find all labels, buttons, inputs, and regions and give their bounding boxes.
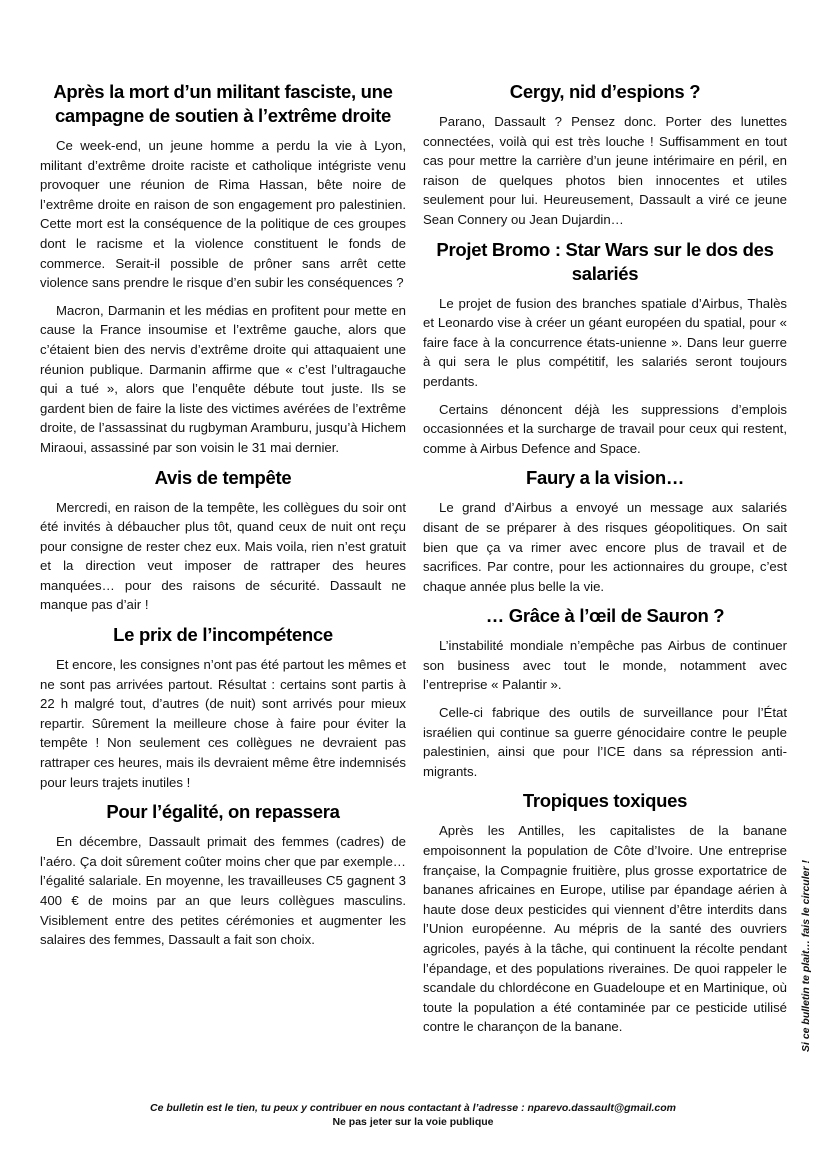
article-title: Faury a la vision… xyxy=(525,467,685,489)
article-title: Le prix de l’incompétence xyxy=(113,624,333,646)
article-title: … Grâce à l’œil de Sauron ? xyxy=(485,605,725,627)
article-title: Pour l’égalité, on repassera xyxy=(106,801,340,823)
article-paragraph: Certains dénoncent déjà les suppressions d’emplois occasionnées et la surcharge de travail pour ceux qui restent, comme à Airbus Defence and Space. xyxy=(423,401,787,456)
article-paragraph: L’instabilité mondiale n’empêche pas Airbus de continuer son business avec tout le monde, notamment avec l’entreprise « Palantir ». xyxy=(423,638,787,693)
article-cergy xyxy=(423,80,787,230)
article-title: Après la mort d’un militant fasciste, une campagne de soutien à l’extrême droite xyxy=(53,81,393,126)
article-paragraph: Après les Antilles, les capitalistes de la banane empoisonnent la population de Côte d’Ivoire. Une entreprise française, la Compagnie fruitière, plus grosse exportatrice de bananes africaines en Europe, utilise par épandage aérien à haute dose deux pesticides qui viennent d’être interdits dans l’Union européenne. Au mépris de la santé des ouvriers agricoles, payés à la tâche, qui continuent la récolte pendant l’épandage, et des populations riveraines. De quoi rappeler le scandale du chlordécone en Guadeloupe et en Martinique, où toute la population a été contaminée par ce pesticide utilisé contre le charançon de la banane. xyxy=(423,823,787,1035)
article-faury xyxy=(423,466,787,596)
article-egalite xyxy=(40,800,406,950)
article-title: Projet Bromo : Star Wars sur le dos des salariés xyxy=(436,238,774,284)
article-paragraph: Le projet de fusion des branches spatiale d’Airbus, Thalès et Leonardo vise à créer un géant européen du spatial, pour « faire face à la concurrence états-unienne ». Dans leur guerre à qui sera le plus compétitif, les salariés seront toujours perdants. xyxy=(423,295,787,389)
footer xyxy=(0,1101,826,1129)
article-title: Avis de tempête xyxy=(154,466,292,488)
article-paragraph: Le grand d’Airbus a envoyé un message aux salariés disant de se préparer à des risques géopolitiques. On sait bien que ça va rimer avec encore plus de travail et de sacrifices. Par contre, pour les actionnaires du groupe, c’est chaque année plus belle la vie. xyxy=(423,500,787,594)
article-avis-tempete xyxy=(40,466,406,616)
article-sauron xyxy=(423,604,787,781)
footer-notice: Ne pas jeter sur la voie publique xyxy=(332,1116,494,1128)
article-paragraph: Parano, Dassault ? Pensez donc. Porter des lunettes connectées, voilà qui est très louche ! Suffisamment en tout cas pour mettre la carrière d’un jeune intérimaire en péril, en raison de quelques photos bien innocentes et utiles seulement pour lui. Heureusement, Dassault a viré ce jeune Sean Connery ou Jean Dujardin… xyxy=(423,114,787,227)
article-tropiques-toxiques xyxy=(423,789,787,1037)
article-paragraph: Mercredi, en raison de la tempête, les collègues du soir ont été invités à débaucher plus tôt, quand ceux de nuit ont reçu pour consigne de rester chez eux. Mais voila, rien n’est gratuit et la direction veut imposer de rattraper des heures manquées… pour des raisons de sécurité. Dassault ne manque pas d’air ! xyxy=(40,499,406,613)
article-paragraph: Celle-ci fabrique des outils de surveillance pour l’État israélien qui continue sa guerre génocidaire contre le peuple palestinien, ainsi que pour l’ICE dans sa répression anti-migrants. xyxy=(423,705,787,779)
article-paragraph: Ce week-end, un jeune homme a perdu la vie à Lyon, militant d’extrême droite raciste et catholique intégriste venu provoquer une réunion de Rima Hassan, bête noire de l’extrême droite en raison de son engagement pro palestinien. Cette mort est la conséquence de la politique de ces groupes dont le racisme et la violence constituent le fonds de commerce. Serait-il possible de prôner sans arrêt cette violence sans prendre le risque d’en subir les conséquences ? xyxy=(40,138,406,291)
left-column xyxy=(40,80,406,958)
article-militant-fasciste xyxy=(40,80,406,458)
article-projet-bromo xyxy=(423,238,787,459)
article-prix-incompetence xyxy=(40,623,406,792)
article-title: Tropiques toxiques xyxy=(522,790,688,812)
article-title: Cergy, nid d’espions ? xyxy=(509,81,701,102)
article-paragraph: Et encore, les consignes n’ont pas été partout les mêmes et ne sont pas arrivées partout. Résultat : certains sont partis à 22 h malgré tout, d’autres (de nuit) sont arrivés pour mieux repartir. Sûrement la meilleure chose à faire pour éviter la tempête ! Non seulement ces collègues ne devraient pas rattraper ces heures, mais ils devraient même être indemnisés pour leurs trajets inutiles ! xyxy=(40,657,406,790)
footer-contact: Ce bulletin est le tien, tu peux y contribuer en nous contactant à l’adresse : nparevo.dassault@gmail.com xyxy=(149,1102,677,1114)
article-paragraph: En décembre, Dassault primait des femmes (cadres) de l’aéro. Ça doit sûrement coûter moins cher que par exemple… l’égalité salariale. En moyenne, les travailleuses C5 gagnent 3 400 € de moins par an que leurs collègues masculins. Visiblement entre des petites cérémonies et augmenter les salaires des femmes, Dassault a fait son choix. xyxy=(40,834,406,948)
article-paragraph: Macron, Darmanin et les médias en profitent pour mette en cause la France insoumise et l’extrême gauche, alors que c’étaient bien des nervis d’extrême droite qui attaquaient une réunion publique. Darmanin affirme que « c’est l’ultragauche qui a tué », alors que l’enquête débute tout juste. Ils se gardent bien de faire la liste des victimes avérées de l’extrême droite, de l’assassinat du rugbyman Aramburu, jusqu’à Hichem Miraoui, assassiné par son voisin le 31 mai dernier. xyxy=(40,302,406,455)
side-note-vertical: Si ce bulletin te plait… fais le circuler ! xyxy=(800,860,812,1052)
right-column xyxy=(423,80,787,1045)
